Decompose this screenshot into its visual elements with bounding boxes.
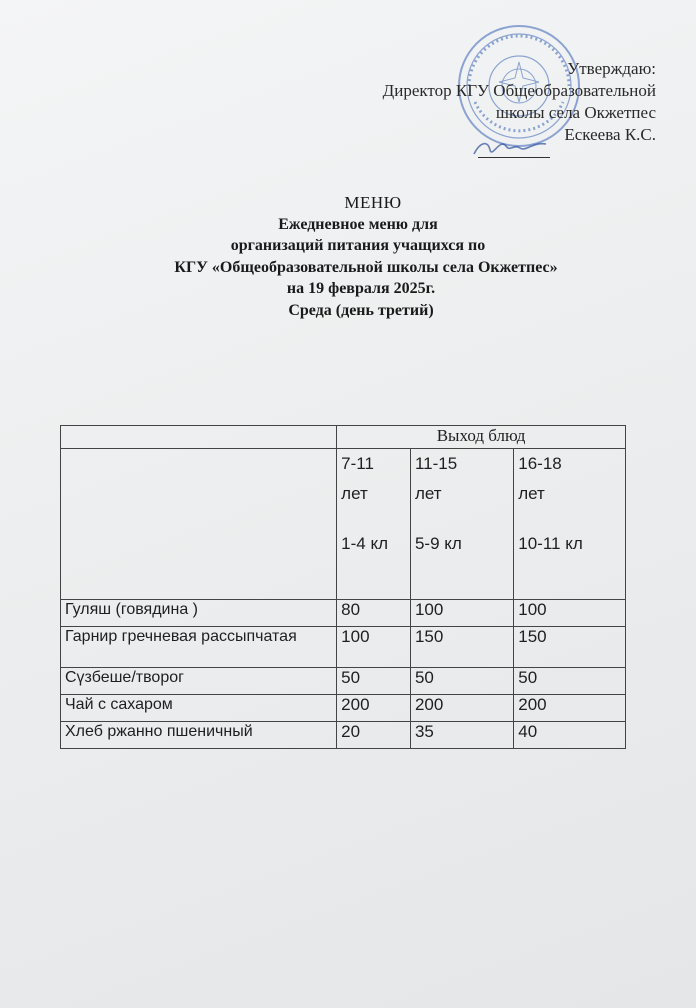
document-title-block bbox=[0, 192, 696, 321]
grade-range: 5-9 кл bbox=[414, 534, 462, 553]
table-row bbox=[61, 668, 626, 695]
portion-value: 200 bbox=[410, 695, 513, 722]
approval-heading: Утверждаю: bbox=[567, 59, 656, 78]
table-row bbox=[61, 695, 626, 722]
table-header-output: Выход блюд bbox=[337, 426, 626, 449]
table-header-row bbox=[61, 426, 626, 449]
portion-value: 35 bbox=[410, 722, 513, 749]
age-group-cell bbox=[410, 449, 513, 600]
age-groups-empty-cell bbox=[61, 449, 337, 600]
title-line-4: КГУ «Общеобразовательной школы села Окжетпес» bbox=[174, 258, 558, 276]
portion-value: 150 bbox=[410, 627, 513, 668]
title-line-2: Ежедневное меню для bbox=[278, 215, 438, 233]
portion-value: 50 bbox=[514, 668, 626, 695]
portion-value: 80 bbox=[337, 600, 411, 627]
table-row bbox=[61, 722, 626, 749]
title-date: на 19 февраля 2025г. bbox=[286, 280, 436, 297]
age-range: 7-11 bbox=[341, 454, 374, 473]
approval-position: Директор КГУ Общеобразовательной bbox=[382, 81, 656, 100]
age-unit: лет bbox=[341, 484, 368, 503]
portion-value: 200 bbox=[514, 695, 626, 722]
portion-value: 100 bbox=[337, 627, 411, 668]
menu-table bbox=[60, 425, 626, 749]
age-range: 16-18 bbox=[518, 454, 562, 473]
table-header-empty bbox=[61, 426, 337, 449]
title-day: Среда (день третий) bbox=[288, 301, 434, 319]
portion-value: 20 bbox=[337, 722, 411, 749]
table-row bbox=[61, 600, 626, 627]
portion-value: 100 bbox=[410, 600, 513, 627]
dish-name: Чай с сахаром bbox=[61, 695, 337, 722]
age-unit: лет bbox=[518, 484, 545, 503]
portion-value: 150 bbox=[514, 627, 626, 668]
portion-value: 200 bbox=[337, 695, 411, 722]
age-unit: лет bbox=[414, 484, 442, 503]
age-groups-row bbox=[61, 449, 626, 600]
portion-value: 40 bbox=[514, 722, 626, 749]
portion-value: 50 bbox=[410, 668, 513, 695]
portion-value: 100 bbox=[514, 600, 626, 627]
title-line-3: организаций питания учащихся по bbox=[230, 237, 486, 254]
signature-line bbox=[478, 157, 550, 158]
age-group-cell bbox=[337, 449, 411, 600]
dish-name: Сүзбеше/творог bbox=[61, 668, 337, 695]
age-group-cell bbox=[514, 449, 626, 600]
age-range: 11-15 bbox=[414, 454, 458, 473]
approval-organization: школы села Окжетпес bbox=[495, 103, 656, 122]
approval-name: Ескеева К.С. bbox=[564, 125, 656, 144]
table-row bbox=[61, 627, 626, 668]
document-title: МЕНЮ bbox=[344, 193, 402, 212]
dish-name: Гарнир гречневая рассыпчатая bbox=[61, 627, 337, 668]
grade-range: 10-11 кл bbox=[518, 534, 583, 553]
dish-name: Хлеб ржанно пшеничный bbox=[61, 722, 337, 749]
dish-name: Гуляш (говядина ) bbox=[61, 600, 337, 627]
grade-range: 1-4 кл bbox=[341, 534, 389, 553]
portion-value: 50 bbox=[337, 668, 411, 695]
